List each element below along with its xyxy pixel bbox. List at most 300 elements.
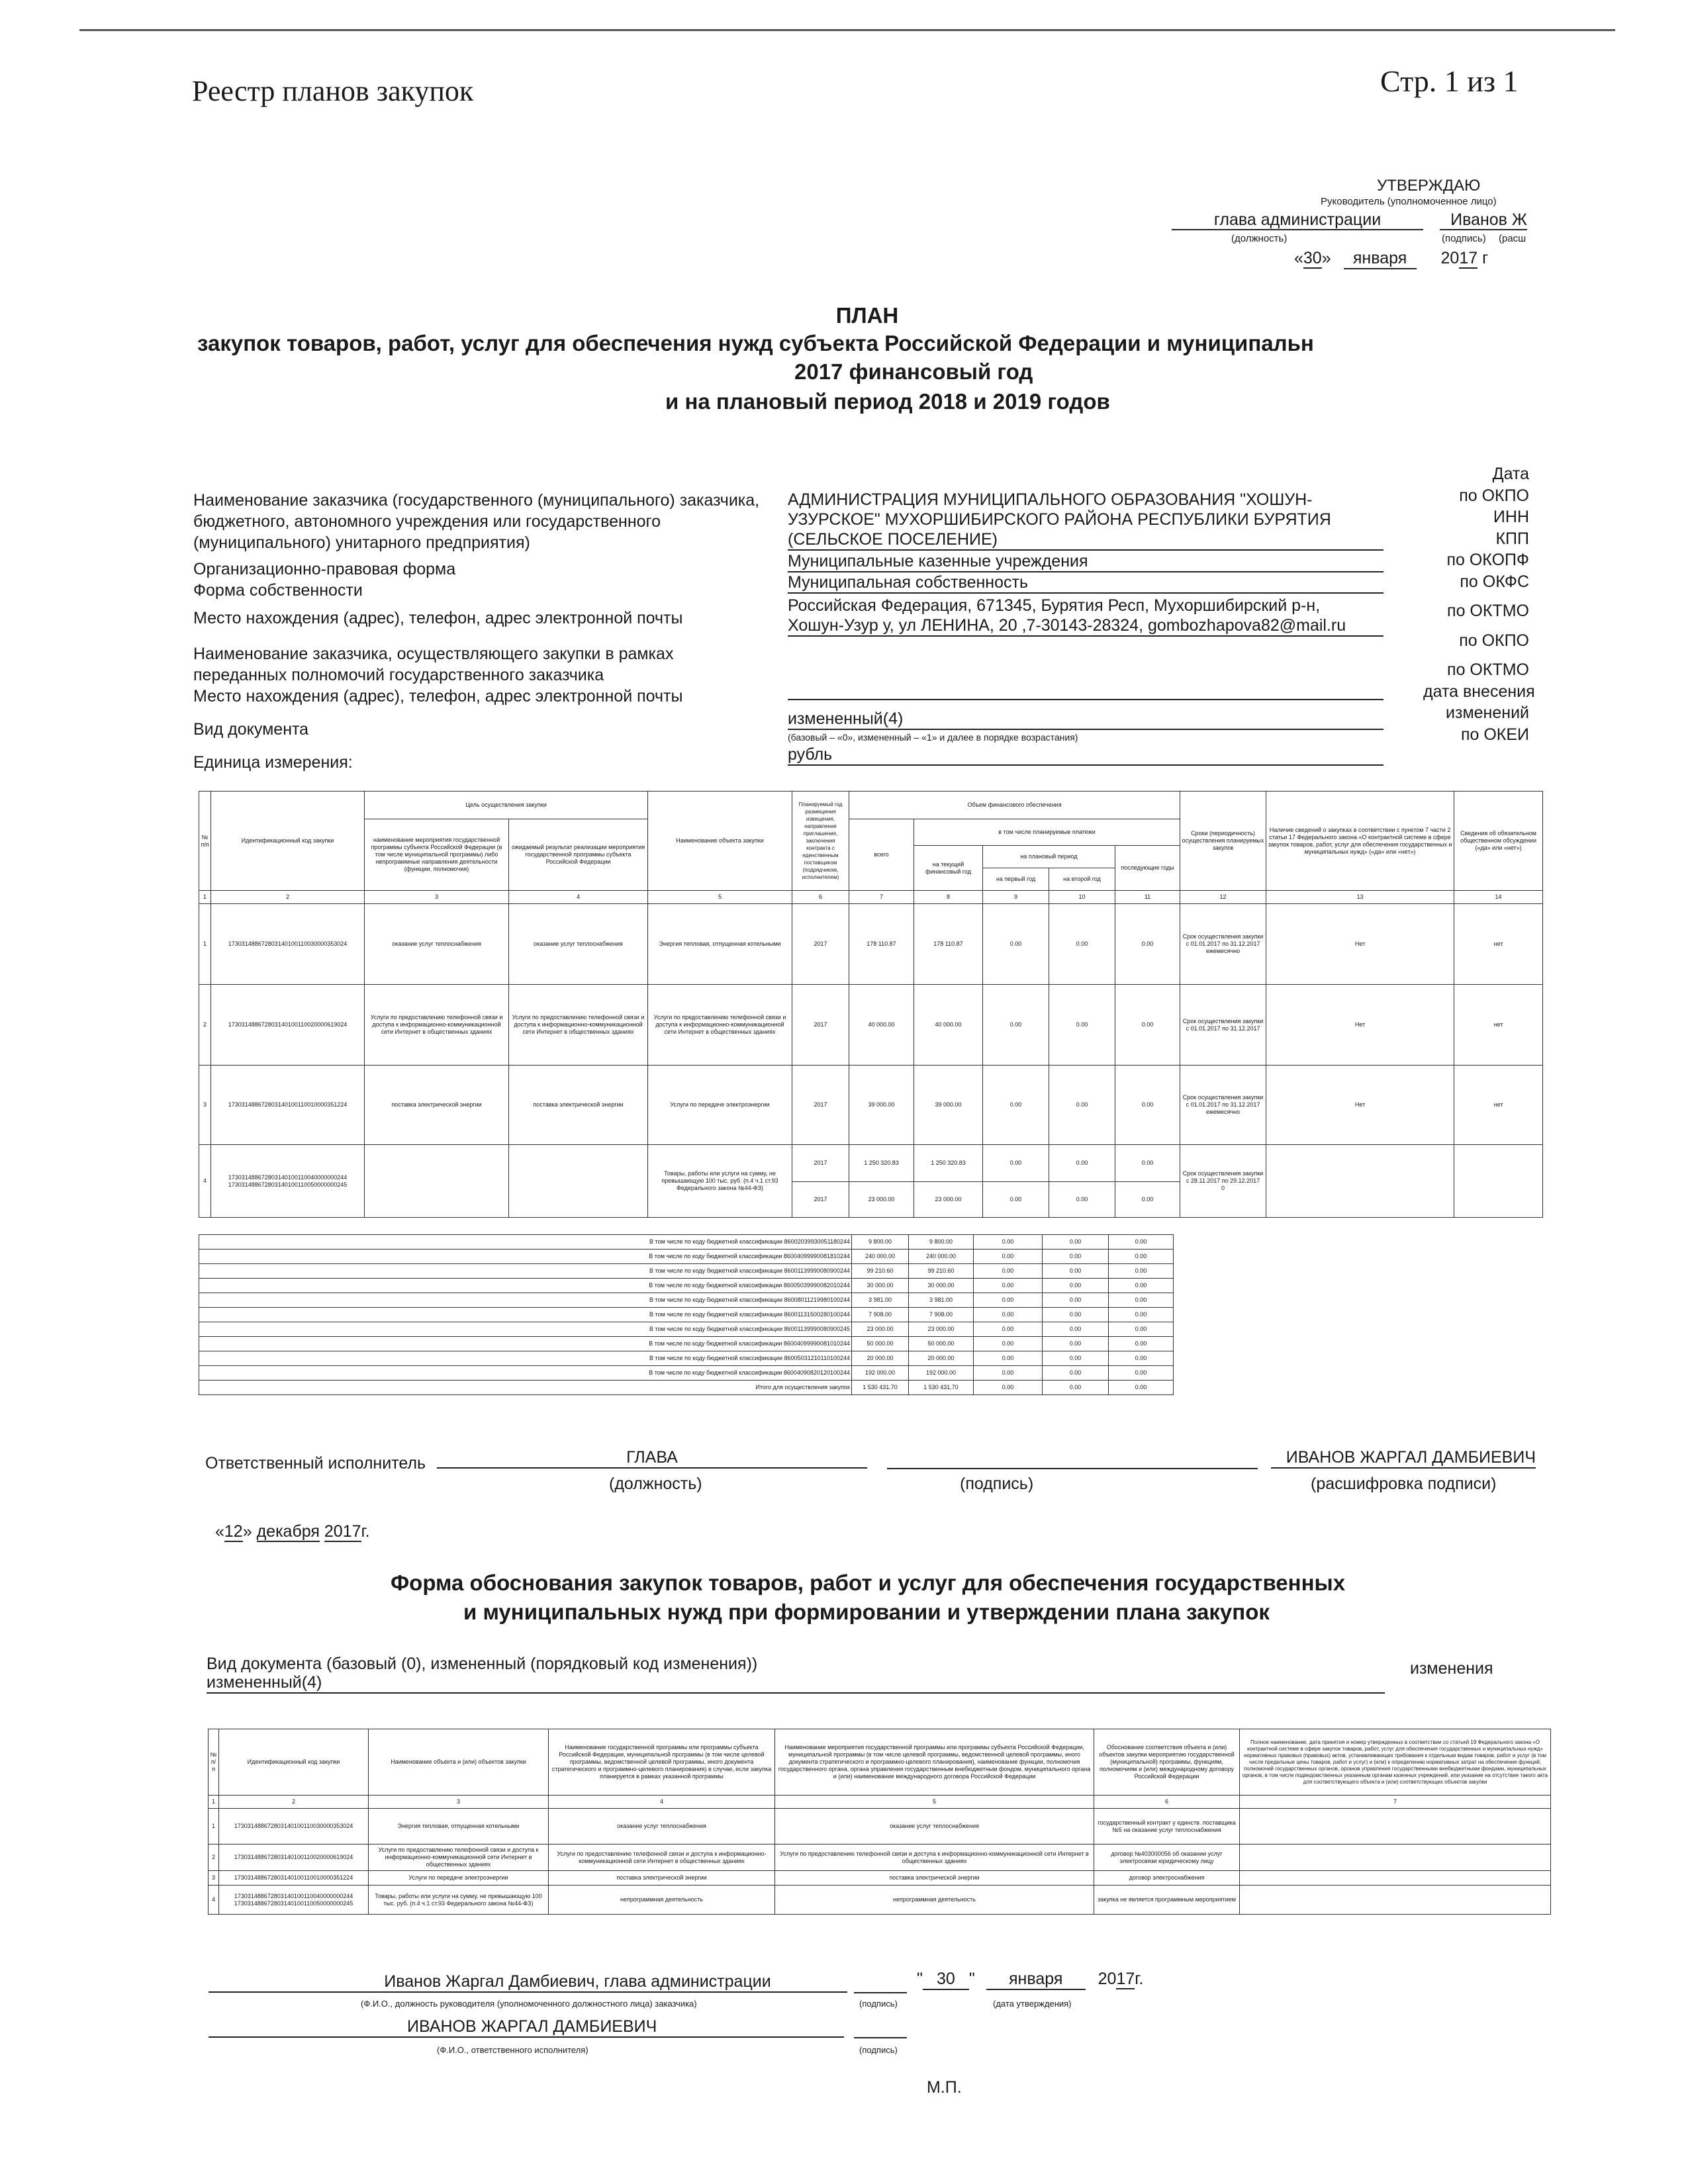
footer-sign-caption: (подпись) xyxy=(859,1999,898,2009)
cell-cur: 40 000.00 xyxy=(914,985,983,1066)
right-code: КПП xyxy=(1495,529,1529,548)
kbk-row xyxy=(199,1337,1174,1351)
delegate-line xyxy=(788,699,1383,700)
responsible-day: 12 xyxy=(224,1522,243,1541)
addr-value-1: Российская Федерация, 671345, Бурятия Респ, Мухоршибирский р-н, xyxy=(788,596,1321,615)
col-num: 9 xyxy=(983,891,1049,904)
right-code-labels xyxy=(1423,463,1535,745)
kbk-cur: 192 000.00 xyxy=(909,1366,974,1381)
h-total: всего xyxy=(849,819,914,891)
footer-exec: ИВАНОВ ЖАРГАЛ ДАМБИЕВИЧ xyxy=(209,2017,844,2038)
right-code: по ОКЕИ xyxy=(1460,725,1529,744)
cell-n: 2 xyxy=(209,1844,219,1871)
right-code: дата внесения xyxy=(1423,682,1535,701)
kbk-total: 3 981.00 xyxy=(852,1293,909,1308)
cell-n: 3 xyxy=(199,1066,211,1145)
cell-obj: Услуги по передаче электроэнергии xyxy=(648,1066,792,1145)
kbk-next: 0.00 xyxy=(1109,1293,1174,1308)
col-num: 2 xyxy=(219,1796,369,1809)
kbk-first: 0.00 xyxy=(974,1366,1043,1381)
cell-next: 0.00 xyxy=(1115,1145,1180,1182)
approval-month: января xyxy=(1344,249,1417,269)
cell-pub: Нет xyxy=(1266,904,1454,985)
own-value: Муниципальная собственность xyxy=(788,573,1383,594)
customer-label-1: Наименование заказчика (государственного (муниципального) заказчика, xyxy=(193,491,760,510)
h-obj: Наименование объекта закупки xyxy=(648,792,792,891)
kbk-total: 7 908.00 xyxy=(852,1308,909,1322)
responsible-position-caption: (должность) xyxy=(609,1475,702,1493)
cell-obj: Энергия тепловая, отпущенная котельными xyxy=(648,904,792,985)
cell-code: 173031488672803140100110030000353024 xyxy=(219,1809,369,1844)
kbk-second: 0.00 xyxy=(1043,1381,1109,1395)
footer-exec-caption: (Ф.И.О., ответственного исполнителя) xyxy=(437,2045,588,2055)
stamp-place: М.П. xyxy=(927,2078,962,2097)
cell-next: 0.00 xyxy=(1115,904,1180,985)
cell-code: 173031488672803140100110040000000244 173031488672803140100110050000000245 xyxy=(219,1886,369,1915)
h-next: последующие годы xyxy=(1115,846,1180,891)
col-num: 2 xyxy=(211,891,365,904)
h2-event: Наименование мероприятия государственной программы или программы субъекта Российской Федерации, муниципальной программы (в том числе целевой программы, ведомственной целевой программы, иного документа стратегического и программно-целевого планирования), наименование функции, полномочия государственного органа, органа управления государственным внебюджетным фондом, муниципального органа и (или) наименование международного договора Российской Федерации xyxy=(775,1729,1094,1796)
cell-pub xyxy=(1266,1145,1454,1218)
col-num: 11 xyxy=(1115,891,1180,904)
approval-position: глава администрации xyxy=(1172,210,1423,230)
kbk-total: 50 000.00 xyxy=(852,1337,909,1351)
h-year: Планируемый год размещения извещения, направления приглашения, заключения контракта с единственным поставщиком (подрядчиком, исполнителем) xyxy=(792,792,849,891)
kbk-next: 0.00 xyxy=(1109,1308,1174,1322)
kbk-label: В том числе по коду бюджетной классификации 86002039930051180244 xyxy=(199,1235,852,1250)
kbk-second: 0.00 xyxy=(1043,1250,1109,1264)
kbk-next: 0.00 xyxy=(1109,1381,1174,1395)
responsible-label: Ответственный исполнитель xyxy=(205,1454,426,1473)
kbk-label: В том числе по коду бюджетной классификации 86001131500280100244 xyxy=(199,1308,852,1322)
addr-value xyxy=(788,596,1383,637)
col-num: 14 xyxy=(1454,891,1543,904)
right-code: по ОКФС xyxy=(1460,572,1529,591)
cell-goal-b: оказание услуг теплоснабжения xyxy=(509,904,648,985)
kbk-cur: 7 908.00 xyxy=(909,1308,974,1322)
kbk-next: 0.00 xyxy=(1109,1264,1174,1279)
form-doc-right: изменения xyxy=(1410,1659,1493,1678)
responsible-position: ГЛАВА xyxy=(437,1448,867,1469)
plan-year: 2017 финансовый год xyxy=(794,359,1033,384)
date-open: " xyxy=(917,1970,923,1988)
h-code: Идентификационный код закупки xyxy=(211,792,365,891)
kbk-first: 0.00 xyxy=(974,1337,1043,1351)
kbk-second: 0.00 xyxy=(1043,1279,1109,1293)
h-goal-a: наименование мероприятия государственной программы субъекта Российской Федерации (в том числе муниципальной программы) либо непрограммные направления деятельности (функции, полномочия) xyxy=(365,819,509,891)
cell-code: 173031488672803140100110010000351224 xyxy=(219,1871,369,1886)
cell-terms: Срок осуществления закупки с 01.01.2017 по 31.12.2017 ежемесячно xyxy=(1180,904,1266,985)
kbk-total: 9 800.00 xyxy=(852,1235,909,1250)
date-open: « xyxy=(215,1522,224,1541)
cell-code-2: 173031488672803140100110050000000245 xyxy=(228,1181,348,1188)
cell-n: 3 xyxy=(209,1871,219,1886)
cell-n: 1 xyxy=(199,904,211,985)
col-num: 4 xyxy=(549,1796,775,1809)
cell-full xyxy=(1240,1871,1551,1886)
cell-goal-a: поставка электрической энергии xyxy=(365,1066,509,1145)
footer-date xyxy=(917,1970,1143,1990)
kbk-cur: 50 000.00 xyxy=(909,1337,974,1351)
delegate-label-2: переданных полномочий государственного заказчика xyxy=(193,666,604,684)
kbk-label: В том числе по коду бюджетной классификации 86005039990082010244 xyxy=(199,1279,852,1293)
footer-year-prefix: 20 xyxy=(1098,1970,1117,1988)
customer-value-2: УЗУРСКОЕ" МУХОРШИБИРСКОГО РАЙОНА РЕСПУБЛИКИ БУРЯТИЯ xyxy=(788,510,1331,529)
addr2-label: Место нахождения (адрес), телефон, адрес электронной почты xyxy=(193,687,683,705)
kbk-cur: 1 530 431.70 xyxy=(909,1381,974,1395)
cell-cur: 23 000.00 xyxy=(914,1182,983,1218)
table-row xyxy=(209,1871,1551,1886)
scan-edge-line xyxy=(79,29,1615,31)
right-code: ИНН xyxy=(1493,508,1529,526)
kbk-first: 0.00 xyxy=(974,1351,1043,1366)
table-row xyxy=(209,1886,1551,1915)
head-caption: Руководитель (уполномоченное лицо) xyxy=(1321,196,1497,207)
cell-terms: Срок осуществления закупки с 01.01.2017 по 31.12.2017 xyxy=(1180,985,1266,1066)
footer-year-suffix: 17 xyxy=(1116,1970,1135,1988)
cell-first: 0.00 xyxy=(983,985,1049,1066)
h-disc: Сведения об обязательном общественном обсуждении («да» или «нет») xyxy=(1454,792,1543,891)
h-goal-b: ожидаемый результат реализации мероприятия государственной программы субъекта Российской Федерации xyxy=(509,819,648,891)
cell-n: 1 xyxy=(209,1809,219,1844)
cell-year: 2017 xyxy=(792,904,849,985)
kbk-second: 0.00 xyxy=(1043,1351,1109,1366)
doc-caption: (базовый – «0», измененный – «1» и далее в порядке возрастания) xyxy=(788,732,1078,743)
cell-disc: нет xyxy=(1454,904,1543,985)
sign-caption: (подпись) xyxy=(1442,233,1486,244)
kbk-second: 0.00 xyxy=(1043,1235,1109,1250)
right-code: по ОКПО xyxy=(1459,486,1529,505)
responsible-year-unit: г. xyxy=(361,1522,370,1541)
footer-day: 30 xyxy=(923,1970,969,1990)
col-num: 5 xyxy=(775,1796,1094,1809)
right-code: Дата xyxy=(1492,465,1529,483)
cell-code: 173031488672803140100110030000353024 xyxy=(211,904,365,985)
col-num: 1 xyxy=(199,891,211,904)
cell-prog: поставка электрической энергии xyxy=(549,1871,775,1886)
kbk-cur: 23 000.00 xyxy=(909,1322,974,1337)
kbk-label: Итого для осуществления закупок xyxy=(199,1381,852,1395)
cell-event: Услуги по предоставлению телефонной связи и доступа к информационно-коммуникационной сети Интернет в общественных зданиях xyxy=(775,1844,1094,1871)
cell-next: 0.00 xyxy=(1115,1066,1180,1145)
footer-date-caption: (дата утверждения) xyxy=(993,1999,1072,2009)
cell-n: 4 xyxy=(209,1886,219,1915)
plan-subtitle: закупок товаров, работ, услуг для обеспечения нужд субъекта Российской Федерации и муниципальн xyxy=(197,331,1314,355)
opf-label: Организационно-правовая форма xyxy=(193,560,456,578)
right-code: изменений xyxy=(1446,704,1529,722)
cell-total: 178 110.87 xyxy=(849,904,914,985)
form-title-1: Форма обоснования закупок товаров, работ и услуг для обеспечения государственных xyxy=(391,1570,1346,1595)
right-code: по ОКПО xyxy=(1459,631,1529,650)
cell-next: 0.00 xyxy=(1115,985,1180,1066)
cell-just: договор №403000056 об оказании услуг электросвязи юридическому лицу xyxy=(1094,1844,1240,1871)
kbk-next: 0.00 xyxy=(1109,1250,1174,1264)
kbk-table xyxy=(199,1234,1174,1395)
addr-value-2: Хошун-Узур у, ул ЛЕНИНА, 20 ,7-30143-28324, gombozhapova82@mail.ru xyxy=(788,615,1383,637)
col-num: 6 xyxy=(792,891,849,904)
cell-year: 2017 xyxy=(792,1145,849,1182)
kbk-first: 0.00 xyxy=(974,1322,1043,1337)
kbk-row xyxy=(199,1279,1174,1293)
cell-prog: оказание услуг теплоснабжения xyxy=(549,1809,775,1844)
kbk-second: 0.00 xyxy=(1043,1337,1109,1351)
kbk-total: 192 000.00 xyxy=(852,1366,909,1381)
kbk-first: 0.00 xyxy=(974,1308,1043,1322)
h-first: на первый год xyxy=(983,868,1049,891)
kbk-first: 0.00 xyxy=(974,1293,1043,1308)
unit-label: Единица измерения: xyxy=(193,753,353,772)
kbk-row xyxy=(199,1381,1174,1395)
customer-label-2: бюджетного, автономного учреждения или государственного xyxy=(193,512,661,531)
kbk-next: 0.00 xyxy=(1109,1279,1174,1293)
col-num: 6 xyxy=(1094,1796,1240,1809)
cell-full xyxy=(1240,1844,1551,1871)
approval-year-suffix: 17 xyxy=(1459,249,1478,267)
col-num: 3 xyxy=(365,891,509,904)
kbk-row xyxy=(199,1308,1174,1322)
kbk-next: 0.00 xyxy=(1109,1351,1174,1366)
kbk-first: 0.00 xyxy=(974,1250,1043,1264)
cell-code: 173031488672803140100110020000619024 xyxy=(219,1844,369,1871)
kbk-row xyxy=(199,1264,1174,1279)
col-num: 1 xyxy=(209,1796,219,1809)
kbk-label: В том числе по коду бюджетной классификации 86005031210110100244 xyxy=(199,1351,852,1366)
cell-code-1: 173031488672803140100110040000000244 xyxy=(228,1173,348,1181)
col-num: 12 xyxy=(1180,891,1266,904)
footer-exec-sign-line xyxy=(854,2037,907,2038)
cell-goal-b: поставка электрической энергии xyxy=(509,1066,648,1145)
kbk-second: 0.00 xyxy=(1043,1308,1109,1322)
kbk-label: В том числе по коду бюджетной классификации 86004099990081810244 xyxy=(199,1250,852,1264)
responsible-year: 2017 xyxy=(324,1522,361,1541)
kbk-row xyxy=(199,1235,1174,1250)
responsible-month: декабря xyxy=(256,1522,320,1541)
h-terms: Сроки (периодичность) осуществления планируемых закупок xyxy=(1180,792,1266,891)
responsible-sign-caption: (подпись) xyxy=(960,1475,1034,1493)
col-num: 13 xyxy=(1266,891,1454,904)
footer-sign-line xyxy=(854,1992,907,1993)
kbk-next: 0.00 xyxy=(1109,1322,1174,1337)
kbk-row xyxy=(199,1250,1174,1264)
customer-value xyxy=(788,490,1383,551)
cell-terms xyxy=(1180,1145,1266,1218)
responsible-name: ИВАНОВ ЖАРГАЛ ДАМБИЕВИЧ xyxy=(1271,1448,1536,1469)
kbk-cur: 30 000.00 xyxy=(909,1279,974,1293)
customer-label-3: (муниципального) унитарного предприятия) xyxy=(193,533,530,552)
cell-n: 2 xyxy=(199,985,211,1066)
cell-next: 0.00 xyxy=(1115,1182,1180,1218)
cell-first: 0.00 xyxy=(983,904,1049,985)
kbk-first: 0.00 xyxy=(974,1381,1043,1395)
kbk-label: В том числе по коду бюджетной классификации 86008011219980100244 xyxy=(199,1293,852,1308)
decode-caption: (расш xyxy=(1499,233,1526,244)
cell-second: 0.00 xyxy=(1049,1182,1115,1218)
h2-obj: Наименование объекта и (или) объектов закупки xyxy=(369,1729,549,1796)
delegate-label xyxy=(193,643,682,707)
cell-terms-extra: 0 xyxy=(1221,1185,1225,1191)
cell-goal-b xyxy=(509,1145,648,1218)
cell-terms-text: Срок осуществления закупки с 28.11.2017 по 29.12.2017 xyxy=(1182,1170,1264,1184)
kbk-second: 0.00 xyxy=(1043,1366,1109,1381)
col-num: 7 xyxy=(849,891,914,904)
cell-code: 173031488672803140100110020000619024 xyxy=(211,985,365,1066)
table-row xyxy=(199,1145,1543,1182)
kbk-cur: 9 800.00 xyxy=(909,1235,974,1250)
cell-just: государственный контракт у единств. поставщика №5 на оказание услуг теплоснабжения xyxy=(1094,1809,1240,1844)
col-num: 4 xyxy=(509,891,648,904)
kbk-first: 0.00 xyxy=(974,1279,1043,1293)
kbk-cur: 20 000.00 xyxy=(909,1351,974,1366)
approval-date: «30» января 2017 г xyxy=(1294,249,1488,269)
kbk-row xyxy=(199,1366,1174,1381)
cell-just: договор электроснабжения xyxy=(1094,1871,1240,1886)
h-pub: Наличие сведений о закупках в соответствии с пунктом 7 части 2 статьи 17 Федерального закона «О контрактной системе в сфере закупок товаров, работ, услуг для обеспечения государственных и муниципальных нужд» («да» или «нет») xyxy=(1266,792,1454,891)
cell-disc: нет xyxy=(1454,985,1543,1066)
right-code: по ОКТМО xyxy=(1447,660,1529,679)
footer-month: января xyxy=(986,1970,1086,1990)
page-number: Стр. 1 из 1 xyxy=(1380,64,1519,98)
cell-second: 0.00 xyxy=(1049,1066,1115,1145)
delegate-label-1: Наименование заказчика, осуществляющего закупки в рамках xyxy=(193,645,674,663)
kbk-row xyxy=(199,1322,1174,1337)
cell-full xyxy=(1240,1886,1551,1915)
form-title-2: и муниципальных нужд при формировании и утверждении плана закупок xyxy=(463,1600,1270,1624)
kbk-total: 30 000.00 xyxy=(852,1279,909,1293)
plan-period: и на плановый период 2018 и 2019 годов xyxy=(665,389,1110,414)
cell-goal-a: Услуги по предоставлению телефонной связи и доступа к информационно-коммуникационной сети Интернет в общественных зданиях xyxy=(365,985,509,1066)
cell-total: 39 000.00 xyxy=(849,1066,914,1145)
cell-code: 173031488672803140100110010000351224 xyxy=(211,1066,365,1145)
kbk-row xyxy=(199,1351,1174,1366)
table-row xyxy=(209,1809,1551,1844)
cell-second: 0.00 xyxy=(1049,985,1115,1066)
cell-obj: Услуги по предоставлению телефонной связи и доступа к информационно-коммуникационной сети Интернет в общественных зданиях xyxy=(369,1844,549,1871)
cell-first: 0.00 xyxy=(983,1066,1049,1145)
cell-total: 40 000.00 xyxy=(849,985,914,1066)
cell-year: 2017 xyxy=(792,1066,849,1145)
cell-n: 4 xyxy=(199,1145,211,1218)
kbk-total: 99 210.60 xyxy=(852,1264,909,1279)
position-caption: (должность) xyxy=(1231,233,1288,244)
cell-obj: Энергия тепловая, отпущенная котельными xyxy=(369,1809,549,1844)
h2-just: Обоснование соответствия объекта и (или) объектов закупки мероприятию государственной (муниципальной) программы, функциям, полномочиям и (или) международному договору Российской Федерации xyxy=(1094,1729,1240,1796)
kbk-total: 23 000.00 xyxy=(852,1322,909,1337)
cell-second: 0.00 xyxy=(1049,1145,1115,1182)
h2-full: Полное наименование, дата принятия и номер утвержденных в соответствии со статьей 19 Федерального закона «О контрактной системе в сфере закупок товаров, работ, услуг для обеспечения государственных и муниципальных нужд» нормативных правовых (правовых) актов, устанавливающих требования к отдельным видам товаров, работ и услуг (в том числе предельные цены товаров, работ и услуг) и (или) к определению нормативных затрат на обеспечение функций, полномочий государственных органов, органов управления государственными внебюджетными фондами, муниципальных органов, в том числе подведомственных указанным органам казенных учреждений, или указание на отсутствие такого акта для соответствующего объекта и (или) соответствующих объектов закупки xyxy=(1240,1729,1551,1796)
kbk-second: 0.00 xyxy=(1043,1293,1109,1308)
form-doc-value: измененный(4) xyxy=(207,1673,1385,1694)
h-incl: в том числе планируемые платежи xyxy=(914,819,1180,846)
h2-prog: Наименование государственной программы или программы субъекта Российской Федерации, муниципальной программы (в том числе целевой программы, ведомственной целевой программы, иного документа стратегического и программно-целевого планирования) в случае, если закупка планируется в рамках указанной программы xyxy=(549,1729,775,1796)
cell-obj: Товары, работы или услуги на сумму, не превышающую 100 тыс. руб. (п.4 ч.1 ст.93 Федерального закона №44-ФЗ) xyxy=(369,1886,549,1915)
kbk-total: 1 530 431.70 xyxy=(852,1381,909,1395)
approve-label: УТВЕРЖДАЮ xyxy=(1377,177,1481,195)
cell-total: 1 250 320.83 xyxy=(849,1145,914,1182)
kbk-label: В том числе по коду бюджетной классификации 86004090820120100244 xyxy=(199,1366,852,1381)
cell-disc xyxy=(1454,1145,1543,1218)
kbk-second: 0.00 xyxy=(1043,1322,1109,1337)
responsible-sign-line xyxy=(887,1468,1258,1469)
table-row xyxy=(199,904,1543,985)
registry-title: Реестр планов закупок xyxy=(192,75,474,107)
cell-obj: Товары, работы или услуги на сумму, не превышающую 100 тыс. руб. (п.4 ч.1 ст.93 Федерального закона №44-ФЗ) xyxy=(648,1145,792,1218)
justification-table xyxy=(208,1729,1551,1915)
customer-label xyxy=(193,490,759,553)
kbk-cur: 240 000.00 xyxy=(909,1250,974,1264)
cell-year: 2017 xyxy=(792,1182,849,1218)
plan-table xyxy=(199,791,1543,1218)
table-row xyxy=(199,1066,1543,1145)
footer-sign-caption-2: (подпись) xyxy=(859,2045,898,2055)
form-doc-label: Вид документа (базовый (0), измененный (порядковый код изменения)) xyxy=(207,1655,758,1673)
date-close: » xyxy=(242,1522,252,1541)
footer-signer: Иванов Жаргал Дамбиевич, глава администрации xyxy=(209,1972,847,1993)
col-num: 7 xyxy=(1240,1796,1551,1809)
h2-code: Идентификационный код закупки xyxy=(219,1729,369,1796)
kbk-row xyxy=(199,1293,1174,1308)
approval-year-prefix: 20 xyxy=(1440,249,1460,267)
cell-cur: 39 000.00 xyxy=(914,1066,983,1145)
right-code: по ОКТМО xyxy=(1447,602,1529,620)
addr-label: Место нахождения (адрес), телефон, адрес электронной почты xyxy=(193,609,683,627)
cell-just: закупка не является программным мероприятием xyxy=(1094,1886,1240,1915)
cell-prog: непрограммная деятельность xyxy=(549,1886,775,1915)
cell-goal-b: Услуги по предоставлению телефонной связи и доступа к информационно-коммуникационной сети Интернет в общественных зданиях xyxy=(509,985,648,1066)
kbk-next: 0.00 xyxy=(1109,1337,1174,1351)
customer-value-1: АДМИНИСТРАЦИЯ МУНИЦИПАЛЬНОГО ОБРАЗОВАНИЯ "ХОШУН- xyxy=(788,490,1313,509)
cell-year: 2017 xyxy=(792,985,849,1066)
kbk-label: В том числе по коду бюджетной классификации 86001139990080900244 xyxy=(199,1264,852,1279)
cell-cur: 1 250 320.83 xyxy=(914,1145,983,1182)
kbk-second: 0.00 xyxy=(1043,1264,1109,1279)
cell-first: 0.00 xyxy=(983,1145,1049,1182)
cell-full xyxy=(1240,1809,1551,1844)
kbk-first: 0.00 xyxy=(974,1235,1043,1250)
kbk-label: В том числе по коду бюджетной классификации 86004099990081010244 xyxy=(199,1337,852,1351)
kbk-cur: 99 210.60 xyxy=(909,1264,974,1279)
cell-obj: Услуги по предоставлению телефонной связи и доступа к информационно-коммуникационной сети Интернет в общественных зданиях xyxy=(648,985,792,1066)
h-cur: на текущий финансовый год xyxy=(914,846,983,891)
table-row xyxy=(209,1844,1551,1871)
cell-pub: Нет xyxy=(1266,985,1454,1066)
kbk-total: 20 000.00 xyxy=(852,1351,909,1366)
table-row xyxy=(199,985,1543,1066)
cell-prog: Услуги по предоставлению телефонной связи и доступа к информационно-коммуникационной сети Интернет в общественных зданиях xyxy=(549,1844,775,1871)
cell-goal-a: оказание услуг теплоснабжения xyxy=(365,904,509,985)
right-code: по ОКОПФ xyxy=(1446,551,1529,569)
cell-terms: Срок осуществления закупки с 01.01.2017 по 31.12.2017 ежемесячно xyxy=(1180,1066,1266,1145)
kbk-label: В том числе по коду бюджетной классификации 86001139990080900245 xyxy=(199,1322,852,1337)
footer-signer-caption: (Ф.И.О., должность руководителя (уполномоченного должностного лица) заказчика) xyxy=(361,1999,697,2009)
col-num: 5 xyxy=(648,891,792,904)
h-n: № п/п xyxy=(199,792,211,891)
customer-value-3: (СЕЛЬСКОЕ ПОСЕЛЕНИЕ) xyxy=(788,529,1383,551)
cell-code xyxy=(211,1145,365,1218)
col-num: 8 xyxy=(914,891,983,904)
kbk-first: 0.00 xyxy=(974,1264,1043,1279)
cell-event: поставка электрической энергии xyxy=(775,1871,1094,1886)
responsible-date xyxy=(215,1522,370,1541)
kbk-next: 0.00 xyxy=(1109,1366,1174,1381)
h-second: на второй год xyxy=(1049,868,1115,891)
plan-title: ПЛАН xyxy=(835,303,899,328)
cell-pub: Нет xyxy=(1266,1066,1454,1145)
cell-total: 23 000.00 xyxy=(849,1182,914,1218)
kbk-cur: 3 981.00 xyxy=(909,1293,974,1308)
date-close: " xyxy=(968,1970,975,1988)
cell-goal-a xyxy=(365,1145,509,1218)
cell-obj: Услуги по передаче электроэнергии xyxy=(369,1871,549,1886)
